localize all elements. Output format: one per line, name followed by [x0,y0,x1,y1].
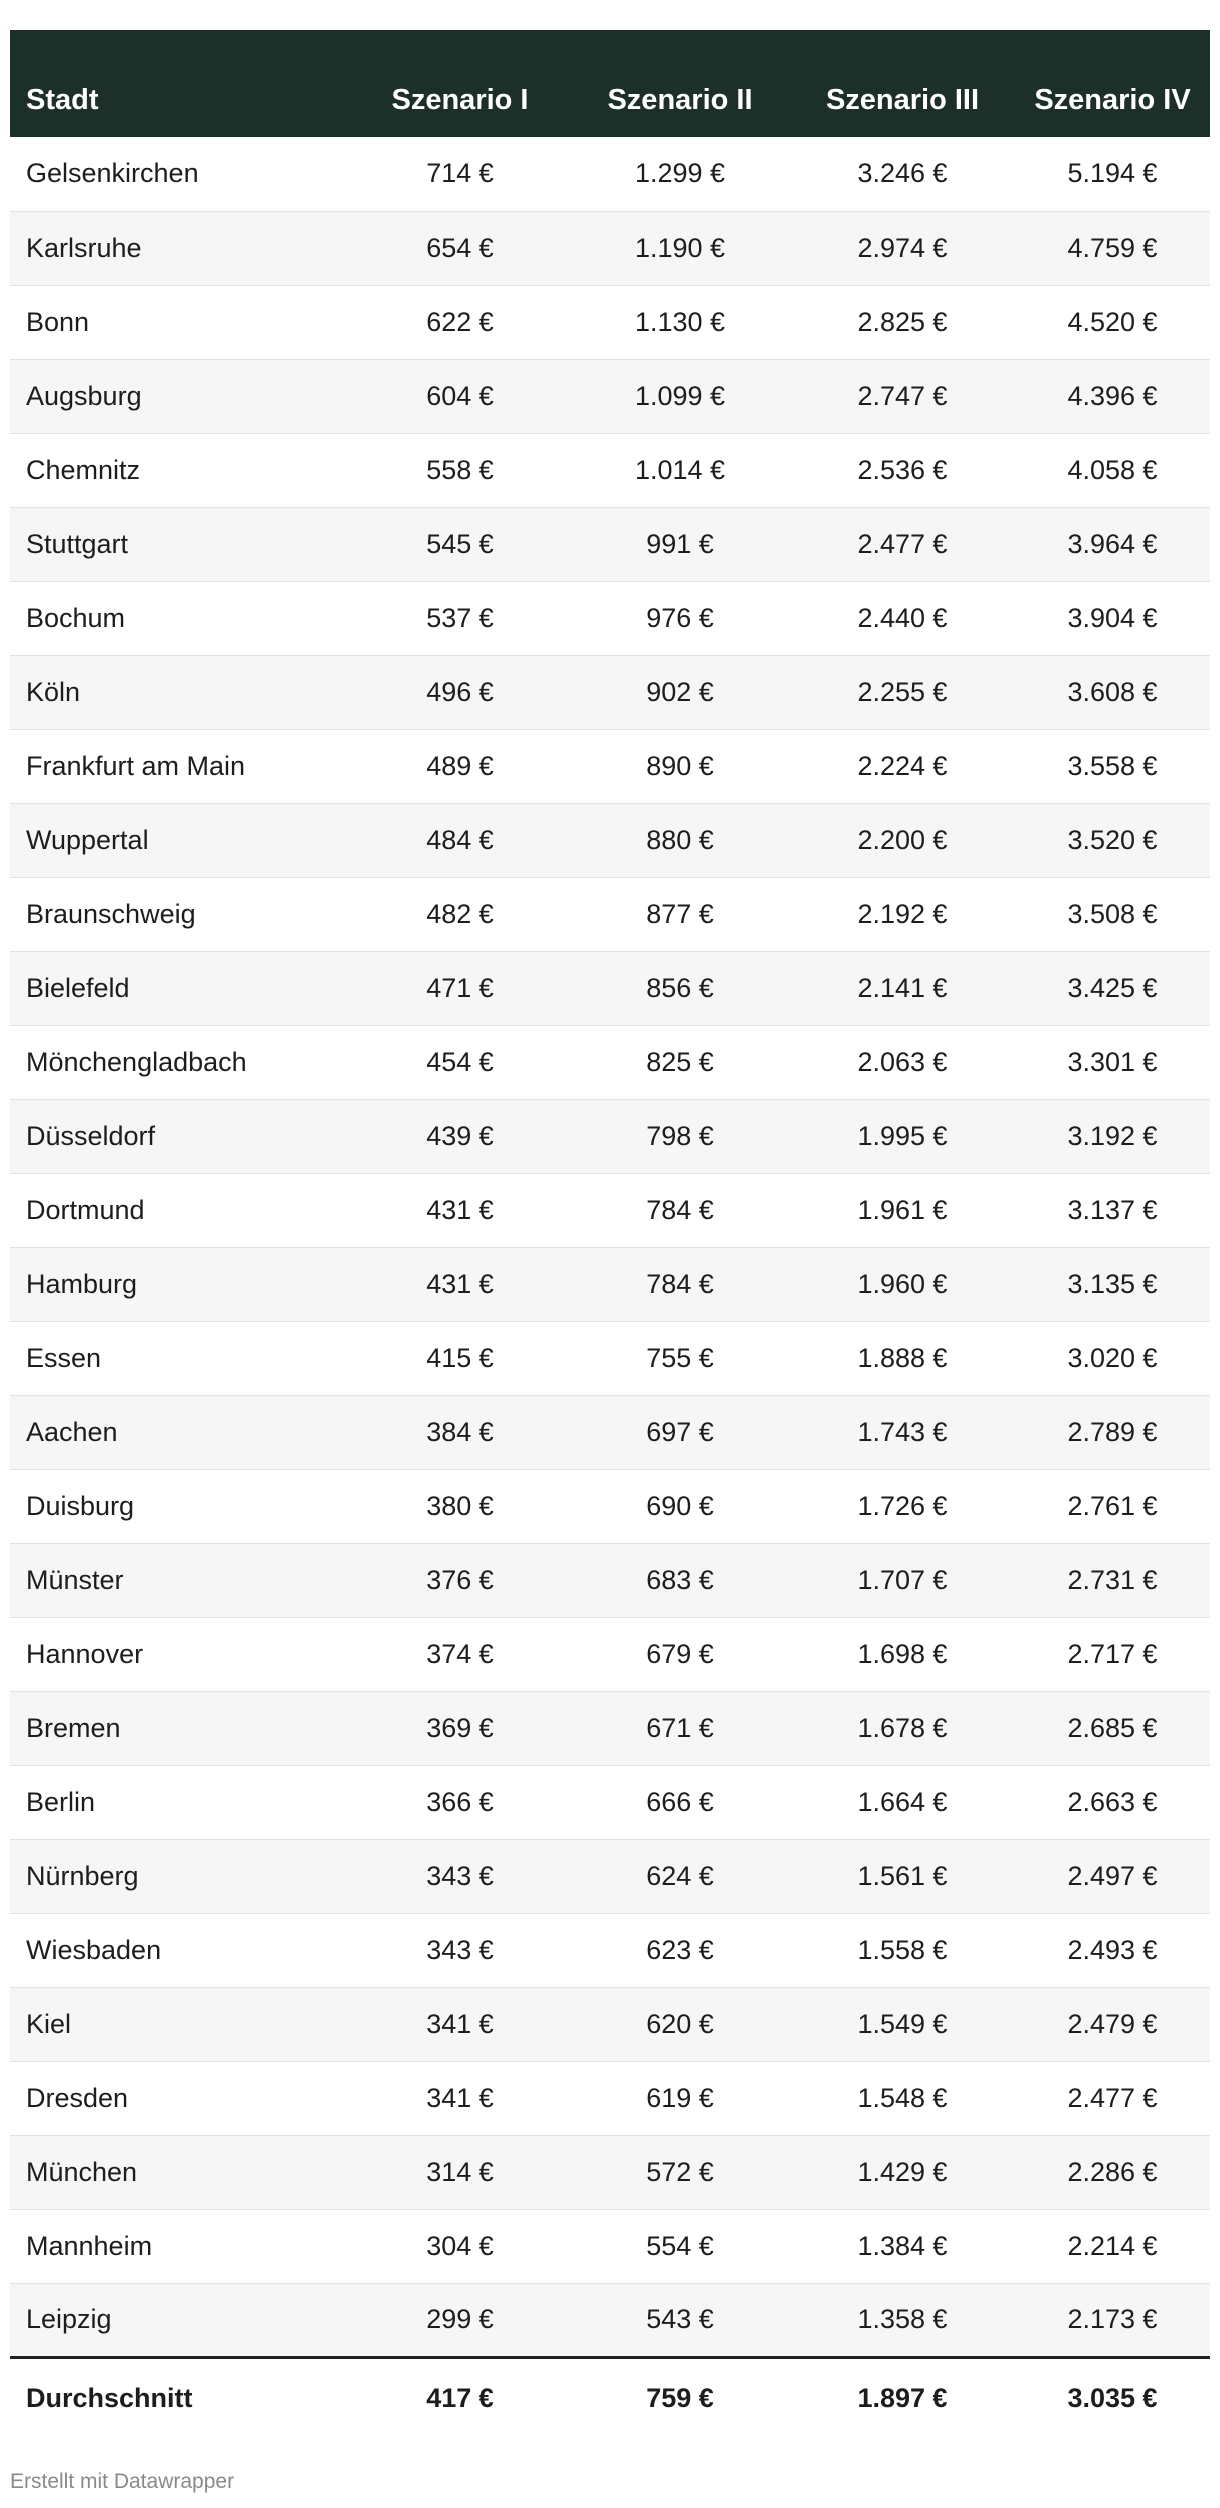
value-cell: 341 € [426,2082,494,2113]
value-cell: 3.508 € [1067,898,1158,929]
value-cell: 991 € [646,528,714,559]
summary-label: Durchschnitt [26,2383,193,2414]
value-cell: 1.960 € [857,1268,948,1299]
city-cell: Bielefeld [26,972,130,1003]
column-header-stadt[interactable]: Stadt [26,84,99,116]
value-cell: 1.707 € [857,1564,948,1595]
value-cell: 825 € [646,1046,714,1077]
value-cell: 679 € [646,1638,714,1669]
city-cell: Essen [26,1342,102,1373]
value-cell: 2.685 € [1067,1712,1158,1743]
table-row [10,2283,1210,2357]
value-cell: 654 € [426,232,494,263]
table-row [10,1913,1210,1987]
value-cell: 496 € [426,676,494,707]
value-cell: 1.358 € [857,2304,948,2334]
table-row [10,1173,1210,1247]
city-cell: Aachen [26,1416,118,1447]
value-cell: 1.014 € [634,454,726,485]
value-cell: 5.194 € [1067,158,1158,189]
value-cell: 2.192 € [857,898,948,929]
value-cell: 2.663 € [1067,1786,1158,1817]
value-cell: 1.561 € [857,1860,948,1891]
value-cell: 619 € [646,2082,714,2113]
table-row [10,433,1210,507]
value-cell: 1.429 € [857,2156,948,2187]
value-cell: 2.173 € [1067,2304,1158,2334]
table-row [10,951,1210,1025]
value-cell: 439 € [426,1120,494,1151]
value-cell: 545 € [426,528,494,559]
column-header-szenario-2[interactable]: Szenario II [607,84,753,116]
value-cell: 1.961 € [857,1194,948,1225]
city-cell: Mönchengladbach [26,1046,247,1077]
value-cell: 714 € [426,158,494,189]
value-cell: 755 € [646,1342,714,1373]
table-body [10,137,1210,2357]
table-row [10,2209,1210,2283]
value-cell: 2.825 € [857,306,948,337]
table-row [10,729,1210,803]
value-cell: 3.020 € [1067,1342,1158,1373]
city-cell: Köln [26,676,81,707]
value-cell: 2.200 € [857,824,948,855]
city-cell: Gelsenkirchen [26,158,199,189]
value-cell: 2.761 € [1067,1490,1158,1521]
value-cell: 4.058 € [1067,454,1158,485]
table-row [10,1987,1210,2061]
table-row [10,2061,1210,2135]
city-cell: Düsseldorf [26,1120,156,1151]
value-cell: 2.497 € [1067,1860,1158,1891]
value-cell: 2.477 € [1067,2082,1158,2113]
value-cell: 2.747 € [857,380,948,411]
value-cell: 890 € [646,750,714,781]
value-cell: 558 € [426,454,494,485]
value-cell: 431 € [426,1194,494,1225]
table-row [10,359,1210,433]
value-cell: 671 € [646,1712,714,1743]
table-row [10,1247,1210,1321]
value-cell: 1.548 € [857,2082,948,2113]
city-cell: Wuppertal [26,824,149,855]
value-cell: 482 € [426,898,494,929]
value-cell: 2.255 € [857,676,948,707]
summary-row [10,2357,1210,2433]
value-cell: 3.137 € [1067,1194,1158,1225]
city-cell: Bonn [26,306,90,337]
value-cell: 1.549 € [857,2008,948,2039]
city-cell: Berlin [26,1786,96,1817]
value-cell: 2.974 € [857,232,948,263]
value-cell: 3.425 € [1067,972,1158,1003]
value-cell: 1.190 € [634,232,726,263]
table-row [10,1839,1210,1913]
table-row [10,1025,1210,1099]
table-row [10,1543,1210,1617]
value-cell: 537 € [426,602,494,633]
value-cell: 431 € [426,1268,494,1299]
value-cell: 683 € [646,1564,714,1595]
value-cell: 2.440 € [857,602,948,633]
value-cell: 3.964 € [1067,528,1158,559]
value-cell: 877 € [646,898,714,929]
city-cell: Frankfurt am Main [26,750,246,781]
value-cell: 572 € [646,2156,714,2187]
table-row [10,1765,1210,1839]
value-cell: 374 € [426,1638,494,1669]
table-row [10,211,1210,285]
value-cell: 2.536 € [857,454,948,485]
value-cell: 622 € [426,306,494,337]
value-cell: 489 € [426,750,494,781]
city-cell: Augsburg [26,380,142,411]
value-cell: 856 € [646,972,714,1003]
table-row [10,581,1210,655]
value-cell: 3.192 € [1067,1120,1158,1151]
datawrapper-credit[interactable]: Erstellt mit Datawrapper [10,2470,235,2493]
value-cell: 1.726 € [857,1490,948,1521]
value-cell: 1.698 € [857,1638,948,1669]
table-row [10,2135,1210,2209]
table-row [10,137,1210,211]
table-row [10,1617,1210,1691]
value-cell: 3.904 € [1067,602,1158,633]
summary-cell: 3.035 € [1067,2383,1158,2414]
value-cell: 1.299 € [634,158,726,189]
value-cell: 784 € [646,1268,714,1299]
value-cell: 2.717 € [1067,1638,1158,1669]
city-cell: München [26,2156,138,2187]
value-cell: 697 € [646,1416,714,1447]
value-cell: 690 € [646,1490,714,1521]
city-cell: Münster [26,1564,124,1595]
city-cell: Wiesbaden [26,1934,162,1965]
summary-cell: 1.897 € [857,2383,948,2414]
value-cell: 2.063 € [857,1046,948,1077]
table-row [10,1469,1210,1543]
value-cell: 484 € [426,824,494,855]
value-cell: 341 € [426,2008,494,2039]
table-row [10,877,1210,951]
value-cell: 1.678 € [857,1712,948,1743]
value-cell: 2.493 € [1067,1934,1158,1965]
column-header-szenario-3[interactable]: Szenario III [825,84,980,116]
value-cell: 376 € [426,1564,494,1595]
value-cell: 369 € [426,1712,494,1743]
city-cell: Braunschweig [26,898,196,929]
data-table [10,30,1210,2433]
value-cell: 343 € [426,1934,494,1965]
value-cell: 2.789 € [1067,1416,1158,1447]
city-cell: Leipzig [26,2304,112,2334]
value-cell: 380 € [426,1490,494,1521]
value-cell: 1.664 € [857,1786,948,1817]
value-cell: 2.224 € [857,750,948,781]
value-cell: 2.731 € [1067,1564,1158,1595]
value-cell: 304 € [426,2230,494,2261]
value-cell: 666 € [646,1786,714,1817]
city-cell: Mannheim [26,2230,153,2261]
value-cell: 3.135 € [1067,1268,1158,1299]
value-cell: 620 € [646,2008,714,2039]
value-cell: 3.246 € [857,158,948,189]
column-header-szenario-4[interactable]: Szenario IV [1034,84,1191,116]
value-cell: 2.141 € [857,972,948,1003]
value-cell: 299 € [426,2304,494,2334]
value-cell: 4.759 € [1067,232,1158,263]
value-cell: 880 € [646,824,714,855]
value-cell: 784 € [646,1194,714,1225]
city-cell: Chemnitz [26,454,141,485]
table-row [10,803,1210,877]
value-cell: 554 € [646,2230,714,2261]
value-cell: 623 € [646,1934,714,1965]
table-header-row [10,30,1210,137]
value-cell: 1.130 € [634,306,726,337]
value-cell: 1.384 € [857,2230,948,2261]
value-cell: 471 € [426,972,494,1003]
summary-cell: 759 € [646,2383,714,2414]
value-cell: 1.888 € [857,1342,948,1373]
value-cell: 976 € [646,602,714,633]
value-cell: 2.477 € [857,528,948,559]
value-cell: 1.099 € [634,380,726,411]
value-cell: 2.286 € [1067,2156,1158,2187]
value-cell: 3.520 € [1067,824,1158,855]
value-cell: 4.520 € [1067,306,1158,337]
value-cell: 4.396 € [1067,380,1158,411]
city-cell: Kiel [26,2008,72,2039]
value-cell: 3.558 € [1067,750,1158,781]
summary-cell: 417 € [426,2383,494,2414]
city-cell: Karlsruhe [26,232,142,263]
city-cell: Dortmund [26,1194,145,1225]
value-cell: 343 € [426,1860,494,1891]
table-row [10,1395,1210,1469]
table-row [10,507,1210,581]
value-cell: 1.743 € [857,1416,948,1447]
value-cell: 366 € [426,1786,494,1817]
column-header-szenario-1[interactable]: Szenario I [391,84,529,116]
table-row [10,1321,1210,1395]
city-cell: Stuttgart [26,528,129,559]
value-cell: 3.301 € [1067,1046,1158,1077]
value-cell: 2.214 € [1067,2230,1158,2261]
city-cell: Bremen [26,1712,121,1743]
table-row [10,1099,1210,1173]
table-row [10,1691,1210,1765]
value-cell: 314 € [426,2156,494,2187]
value-cell: 604 € [426,380,494,411]
value-cell: 384 € [426,1416,494,1447]
city-cell: Dresden [26,2082,129,2113]
city-cell: Nürnberg [26,1860,139,1891]
table-row [10,285,1210,359]
value-cell: 624 € [646,1860,714,1891]
table-row [10,655,1210,729]
value-cell: 415 € [426,1342,494,1373]
value-cell: 2.479 € [1067,2008,1158,2039]
value-cell: 543 € [646,2304,714,2334]
city-cell: Duisburg [26,1490,135,1521]
city-cell: Hannover [26,1638,144,1669]
value-cell: 1.558 € [857,1934,948,1965]
value-cell: 902 € [646,676,714,707]
city-cell: Bochum [26,602,126,633]
value-cell: 1.995 € [857,1120,948,1151]
value-cell: 454 € [426,1046,494,1077]
city-cell: Hamburg [26,1268,138,1299]
value-cell: 798 € [646,1120,714,1151]
value-cell: 3.608 € [1067,676,1158,707]
